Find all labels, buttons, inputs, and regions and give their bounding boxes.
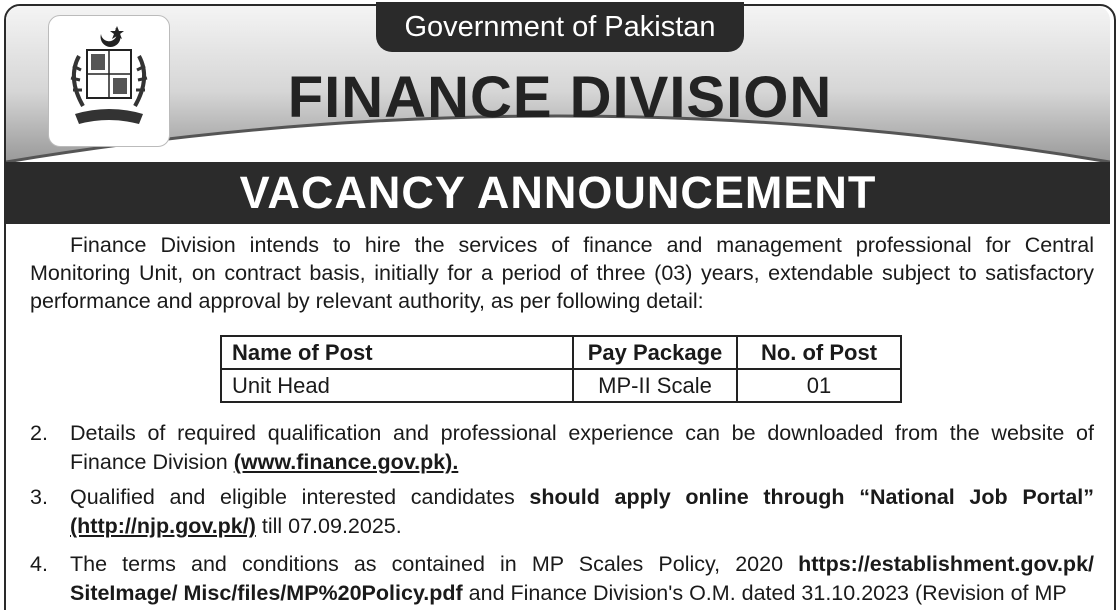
point-number: 4.	[30, 552, 48, 576]
point-bold-text: should apply online through “National Job Portal”	[529, 485, 1095, 509]
cell-post-name: Unit Head	[221, 369, 573, 402]
government-label: Government of Pakistan	[376, 2, 744, 52]
njp-portal-link[interactable]: (http://njp.gov.pk/)	[70, 514, 256, 538]
header-no-of-post: No. of Post	[737, 336, 901, 369]
point-text: Qualified and eligible interested candidates	[70, 485, 530, 509]
point-number: 2.	[30, 421, 48, 445]
point-3	[30, 483, 1094, 541]
point-number: 3.	[30, 485, 48, 509]
point-4	[30, 550, 1094, 608]
table-row	[221, 369, 901, 402]
cell-pay-package: MP-II Scale	[573, 369, 737, 402]
state-emblem-logo	[48, 15, 170, 147]
header-name-of-post: Name of Post	[221, 336, 573, 369]
point-text: The terms and conditions as contained in MP Scales Policy, 2020	[70, 552, 799, 576]
point-2	[30, 419, 1094, 477]
vacancy-banner: VACANCY ANNOUNCEMENT	[6, 162, 1110, 224]
header-pay-package: Pay Package	[573, 336, 737, 369]
posts-table	[220, 335, 902, 403]
table-header-row	[221, 336, 901, 369]
intro-paragraph: Finance Division intends to hire the services of finance and management professional for Central Monitoring Unit, on contract basis, initially for a period of three (03) years, extendable subject to satisfactory performance and approval by relevant authority, as per following detail:	[30, 233, 1094, 313]
point-text-cont: and Finance Division's O.M. dated 31.10.2023 (Revision of MP	[462, 581, 1067, 605]
point-deadline-text: till 07.09.2025.	[255, 514, 402, 538]
point-text: Details of required qualification and professional experience can be downloaded from the website of Finance Division	[70, 421, 1094, 474]
policy-pdf-link[interactable]: https://establishment.gov.pk/ SiteImage/ Misc/files/MP%20Policy.pdf	[70, 552, 1094, 605]
cell-no-of-post: 01	[737, 369, 901, 402]
finance-website-link[interactable]: (www.finance.gov.pk).	[233, 450, 459, 474]
division-title: FINANCE DIVISION	[287, 65, 833, 130]
